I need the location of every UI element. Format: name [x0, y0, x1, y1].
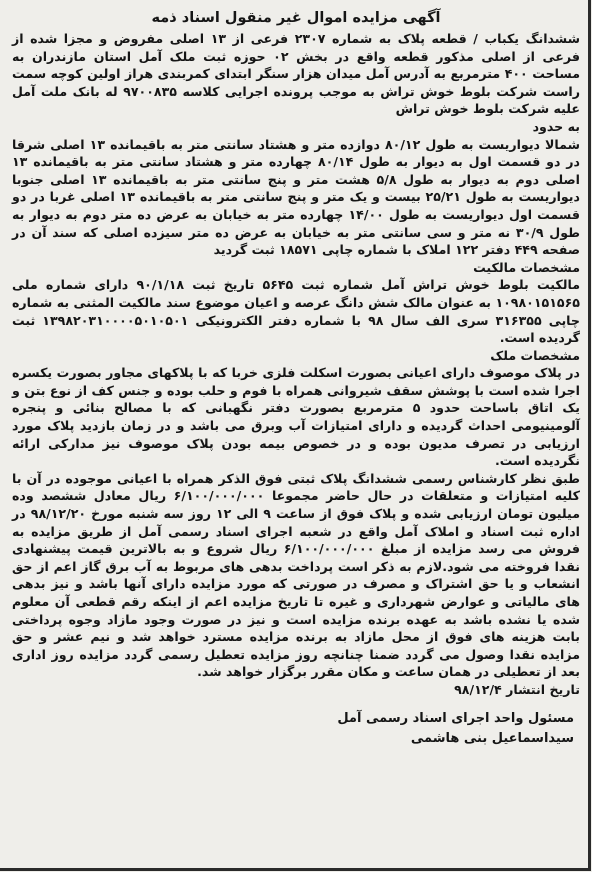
bounds-heading: به حدود [532, 118, 580, 134]
notice-title: آگهی مزایده اموال غیر منقول اسناد ذمه [151, 10, 441, 26]
ownership-heading: مشخصات مالکیت [473, 259, 580, 275]
signature-role: مسئول واحد اجرای اسناد رسمی آمل [337, 710, 574, 726]
signature-name: سیداسماعیل بنی هاشمی [410, 730, 574, 746]
publish-date: تاریخ انتشار ۹۸/۱۲/۴ [454, 681, 580, 697]
property-details: در پلاک موصوف دارای اعیانی بصورت اسکلت فلزی خربا که با پلاکهای مجاور بصورت یکسره اجرا شده است با پوشش سقف شیروانی همراه با فوم و حلب بوده و جنس کف از نوع بتن و یک اتاق باساحت حدود ۵ مترمربع بصورت دفتر نگهبانی که با مصالح بنائی و پنجره آلومینیومی احداث گردیده و دارای امتیازات آب وبرق می باشد و در زمان بازدید پلاک مورد ارزیابی در تصرف مدیون بوده و در خصوص بیمه بودن پلاک موصوف نیز مدارکی ارائه نگردیده است. [12, 365, 580, 469]
valuation-terms: طبق نظر کارشناس رسمی ششدانگ پلاک ثبتی فوق الذکر همراه با اعیانی موجوده در آن با کلیه امتیازات و متعلقات در حال حاضر مجموعا ۶/۱۰۰/۰۰۰/۰۰۰ ریال معادل ششصد وده میلیون تومان ارزیابی شده و پلاک فوق از ساعت ۹ الی ۱۲ روز سه شنبه مورخ ۹۸/۱۲/۲۰ در اداره ثبت اسناد و املاک آمل واقع در شعبه اجرای اسناد رسمی آمل از طریق مزایده به فروش می رسد مزایده از مبلغ ۶/۱۰۰/۰۰۰/۰۰۰ ریال شروع و به بالاترین قیمت پیشنهادی نقدا فروخته می شود.لازم به ذکر است پرداخت بدهی های مربوط به آب برق گاز اعم از حق انشعاب و یا حق اشتراک و مصرف در صورتی که مورد مزایده دارای آنها باشد و نیز بدهی های مالیاتی و عوارض شهرداری و غیره تا تاریخ مزایده اعم از اینکه رقم قطعی آن معلوم شده یا نشده باشد به عهده برنده مزایده است و نیز در صورت وجود مازاد وجوه پرداختی بابت هزینه های فوق از محل مازاد به برنده مزایده مسترد خواهد شد و نیم عشر و حق مزایده نقدا وصول می گردد ضمنا چنانچه روز مزایده تعطیل رسمی گردد مزایده روز اداری بعد از تعطیلی در همان ساعت و مکان مقرر برگزار خواهد شد. [12, 470, 580, 680]
auction-notice [12, 8, 580, 749]
ownership-details: مالکیت بلوط خوش تراش آمل شماره ثبت ۵۶۴۵ تاریخ ثبت ۹۰/۱/۱۸ دارای شماره ملی ۱۰۹۸۰۱۵۱۵۶۵ به عنوان مالک شش دانگ عرصه و اعیان موضوع سند مالکیت المثنی به شماره چاپی ۳۱۶۳۵۵ سری الف سال ۹۸ با شماره دفتر الکترونیکی ۱۳۹۸۲۰۳۱۰۰۰۰۵۰۱۰۵۰۱ ثبت گردیده است. [12, 277, 580, 346]
property-intro: ششدانگ یکباب / قطعه پلاک به شماره ۲۳۰۷ فرعی از ۱۳ اصلی مفروض و مجزا شده از فرعی از اصلی مذکور قطعه واقع در بخش ۰۲ حوزه ثبت ملک آمل استان مازندران به مساحت ۴۰۰ مترمربع به آدرس آمل میدان هزار سنگر ابتدای کمربندی هراز اولین کوچه سمت راست شرکت بلوط خوش تراش به موجب پرونده اجرایی کلاسه ۹۷۰۰۸۳۵ له بانک ملت آمل علیه شرکت بلوط خوش تراش [12, 31, 581, 117]
property-bounds: شمالا دیواریست به طول ۸۰/۱۲ دوازده متر و هشتاد سانتی متر به باقیمانده ۱۳ اصلی شرقا در دو قسمت اول به دیوار به طول ۸۰/۱۴ چهارده متر و هشتاد سانتی متر به باقیمانده ۱۳ اصلی دوم به دیوار به طول ۵/۸ هشت متر و پنج سانتی متر به باقیمانده ۱۳ اصلی جنوبا دیواریست به طول ۲۵/۲۱ بیست و یک متر و پنج سانتی متر به باقیمانده ۱۳ اصلی غربا در دو قسمت اول دیواریست به طول ۱۴/۰۰ چهارده متر به خیابان به عرض ده متر دوم به دیوار به طول ۳۰/۹ نه متر و سی سانتی متر به خیابان به عرض ده متر سیزده اصلی که سند آن در صفحه ۴۴۹ دفتر ۱۲۲ املاک با شماره چاپی ۱۸۵۷۱ ثبت گردید [12, 136, 580, 258]
signature-block [12, 709, 574, 749]
property-heading: مشخصات ملک [490, 347, 580, 363]
